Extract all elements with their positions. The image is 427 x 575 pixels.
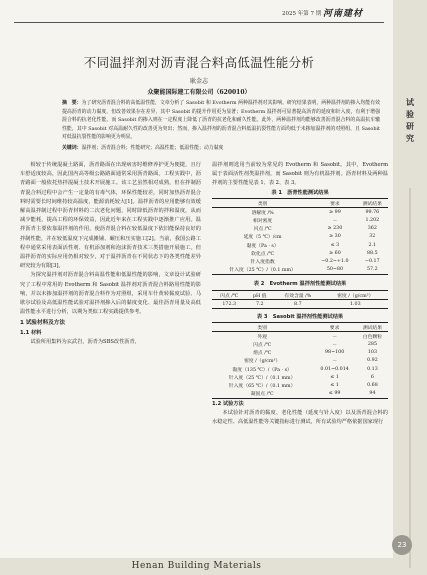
table-cell: 94 xyxy=(357,390,388,399)
table-cell: 0.13 xyxy=(367,366,378,372)
table-cell: 362 xyxy=(367,226,377,232)
table-cell: −0.2~+1.0 xyxy=(321,258,349,264)
keywords-text: 温拌剂；沥青混合料；性能研究；高温性能；低温性能；动力黏度 xyxy=(81,145,224,151)
paper-title: 不同温拌剂对沥青混合料高低温性能分析 xyxy=(83,55,315,70)
table-row xyxy=(212,340,388,348)
table-row xyxy=(212,357,388,365)
table-cell: － xyxy=(332,359,338,365)
section-heading: 1 试验材料及方法 xyxy=(20,320,65,327)
materials-continued-paragraph: 温拌剂则选用当前较为常见的 Evotherm 和 Sasobit。其中，Evotherm 属于表面活性剂类温拌剂，而 Sasobit 则为有机温拌剂。沥青材料及两种温拌剂的主要性能见表 1、表 2、表 3。 xyxy=(212,162,388,187)
table-cell: 针入度（65 ℃）/（0.1 mm） xyxy=(228,383,296,389)
table-cell: 外观 xyxy=(257,334,267,340)
right-column-bottom xyxy=(212,400,388,428)
table-cell: 针入度指数 xyxy=(250,259,275,265)
table-cell: 2.1 xyxy=(368,242,377,248)
table-cell: 172.3 xyxy=(212,300,246,309)
table1-caption: 表 1 沥青性能测试结果 xyxy=(271,190,329,196)
table2 xyxy=(212,290,388,309)
table3-caption: 表 3 Sasobit 温拌剂性能测试结果 xyxy=(256,314,344,320)
paper-affiliation: 众聚能国际建工有限公司（620010） xyxy=(147,89,251,96)
table-cell: 32 xyxy=(369,234,376,240)
table-row xyxy=(212,266,388,275)
table-row xyxy=(212,300,388,309)
table-cell: 针入度（25 ℃）/（0.1 mm） xyxy=(228,375,296,381)
table-cell: 相对密度 xyxy=(253,218,273,224)
abstract xyxy=(62,99,380,142)
table-cell: 1.202 xyxy=(365,217,380,223)
table2-header: pH 值 xyxy=(246,291,273,300)
table-row xyxy=(212,365,388,373)
keywords xyxy=(62,144,380,152)
table-cell: 凝固点 /℃ xyxy=(212,390,312,399)
table3-header: 测试结果 xyxy=(357,323,388,332)
footer-magazine-name: Henan Building Materials xyxy=(131,561,262,571)
right-column-top xyxy=(212,161,388,189)
table-row xyxy=(212,332,388,341)
table-cell: ≤ 1 xyxy=(330,374,339,380)
table-cell: ≥ 230 xyxy=(327,226,343,232)
table-cell: 熔点 /℃ xyxy=(253,351,272,357)
table-cell: 285 xyxy=(367,341,378,347)
table-cell: 1.03 xyxy=(323,300,388,309)
table-cell: 白色颗粒 xyxy=(362,334,383,340)
table-cell: 黏度（135 ℃）/（Pa · s） xyxy=(232,367,292,373)
table-row xyxy=(212,349,388,357)
table-cell: 闪点 /℃ xyxy=(253,342,272,348)
table-cell: ≤ 3 xyxy=(330,242,340,248)
table-cell: － xyxy=(332,342,338,348)
table2-header: 密度 /（g/cm³） xyxy=(323,291,388,300)
table-cell: 溶解度 /% xyxy=(251,210,274,216)
table-cell: 0.01~0.014 xyxy=(320,366,349,372)
table-row xyxy=(212,225,388,233)
paper-author: 耿金志 xyxy=(189,78,208,85)
table-cell: ≥ 30 xyxy=(329,234,341,240)
header-magazine-title: 河南建材 xyxy=(323,9,364,19)
abstract-text: 为了研究沥青混合料的高低温性能，文章分析了 Sasobit 和 Evotherm 两种温拌剂对其影响。研究结果表明，两种温拌剂的掺入均能有效提高沥青的动力黏度，但改善效果存在差异，其中 Sasobit 的提升作用更为显著；Evotherm 温拌剂可显著提高沥青的延度和针入度，有利于增强混合料的抗老化性能。而 Sasobit 的掺入则在一定程度上降低了沥青的抗老化和耐久性能。此外，两种温拌剂均能够改善沥青混合料的高温抗车辙性能，其中 Sasobit 对高温耐久性的改善更为突出；然而，掺入温拌剂的沥青混合料低温抗裂性能方面均低于未掺加温拌剂的对照组，且 Sasobit 对低温抗裂性能的影响更为明显。 xyxy=(62,100,380,141)
table-cell: 0.68 xyxy=(367,382,378,388)
table-cell: 延度（5 ℃）/cm xyxy=(243,235,282,241)
table-row xyxy=(212,257,388,265)
table-cell: ≤ 1 xyxy=(330,382,339,388)
table3 xyxy=(212,322,388,399)
table-row xyxy=(212,390,388,399)
table-cell: 57.2 xyxy=(357,266,388,275)
table-cell: ≥ 60 xyxy=(329,250,341,256)
table-cell: −0.17 xyxy=(364,258,380,264)
table-row xyxy=(212,233,388,241)
table2-caption: 表 2 Evotherm 温拌剂性能测试结果 xyxy=(253,281,347,287)
table-cell: 98~100 xyxy=(324,350,345,356)
table-cell: 7.2 xyxy=(246,300,273,309)
table-cell: 黏度（Pa · s） xyxy=(246,243,279,249)
table1-header: 要求 xyxy=(313,199,356,208)
table-row xyxy=(212,249,388,257)
materials-paragraph: 试验所用集料为玄武岩，沥青为SBS改性沥青， xyxy=(30,338,140,345)
table-cell: ≤ 99 xyxy=(312,390,357,399)
abstract-label: 摘 要： xyxy=(62,100,82,106)
table3-header: 类别 xyxy=(212,323,312,332)
table1-header: 测试结果 xyxy=(357,199,388,208)
side-divider xyxy=(409,188,411,568)
table-cell: 密度 /（g/cm³） xyxy=(244,359,281,365)
left-column xyxy=(20,161,201,347)
table1-header: 类别 xyxy=(212,199,313,208)
table-row xyxy=(212,381,388,389)
subsection-heading: 1.1 材料 xyxy=(20,329,42,336)
header-rule xyxy=(14,22,384,23)
table-cell: ≥ 99 xyxy=(329,209,341,215)
intro-paragraph-2: 为探究温拌剂对沥青混合料高温性能和低温性能的影响，文章设计试验研究了工程中常用的 Evotherm 和 Sasobit 温拌剂对沥青混合料路用性能的影响，并以未掺加温拌剂的沥青混合料作为对照组，采用车什黄转黏度试验、马歇尔试验及高低温性能试验对温拌剂掺入后的黏度变化、最佳沥青用量及高低温性能水平进行分析，以期为类似工程实践提供参考。 xyxy=(20,272,201,316)
table2-header: 有效含量 /% xyxy=(273,291,322,300)
subsection-heading-methods: 1.2 试验方法 xyxy=(212,401,244,407)
table3-header: 要求 xyxy=(312,323,357,332)
section-label: 试验研究 xyxy=(406,97,414,143)
table-row xyxy=(212,208,388,217)
table-row xyxy=(212,373,388,381)
table-cell: 闪点 /℃ xyxy=(253,227,272,233)
table1 xyxy=(212,198,388,275)
table-row xyxy=(212,241,388,249)
methods-paragraph: 本试验针对沥青的黏度、老化性能（延度与针入度）以及沥青混合料的水稳定性、高低温性能等关键指标进行测试，所有试验均严格依据国家现行 xyxy=(212,410,388,426)
table-cell: 8.7 xyxy=(273,300,322,309)
table-cell: 99.76 xyxy=(365,209,380,215)
table-cell: 103 xyxy=(367,350,378,356)
table-cell: 88.5 xyxy=(366,250,378,256)
table-cell: 0.92 xyxy=(367,358,378,364)
table-cell: 软化点 /℃ xyxy=(251,251,275,257)
page-number: 23 xyxy=(392,535,412,555)
table-cell: 针入度（25 ℃）/（0.1 mm） xyxy=(212,266,313,275)
intro-paragraph-1: 相较于传统混凝土路面，沥青路面在出现病害时维修养护更为便捷，且行车舒适度较高，因此国内高等级公路路面通常采用沥青路面。工程实践中，沥青路面一般依托热拌混凝土技术开展施工。该工艺虽然相对成熟，但在拌制沥青混合料过程中会产生一定量的有毒气体，环保性能较差，同时加热沥青混合料时需要长时间维持较高温度，能源消耗较大[1]。温拌沥青的应用能够有效缓解高温拌制过程中沥青材料的二次老化问题，同时降低沥青的拌和温度，从而减少能耗，提高工程的环保效益，因此近年来在工程实践中逐渐推广应用。温拌沥青主要依靠温拌剂的作用，使沥青混合料在较低温度下依旧能保持良好的拌制性能，并在较低温度下完成摊铺、碾压和压实施工[2]。当前，我国公路工程中通常采用表面活性剂、有机添加剂和泡沫沥青技术三类措施开展施工。但温拌沥青的实际应用仍相对较少，对于温拌沥青在不同状态下的各类性能差异研究较为有限[3]。 xyxy=(20,162,201,270)
table-cell: － xyxy=(332,334,338,340)
table-cell: 6 xyxy=(370,374,374,380)
keywords-label: 关键词： xyxy=(62,145,82,151)
header-issue: 2025 年第 7 期 xyxy=(282,11,322,17)
table-cell: 50~80 xyxy=(313,266,356,275)
table2-header: 闪点 /℃ xyxy=(212,291,246,300)
table-row xyxy=(212,216,388,224)
table-cell: － xyxy=(332,218,338,224)
